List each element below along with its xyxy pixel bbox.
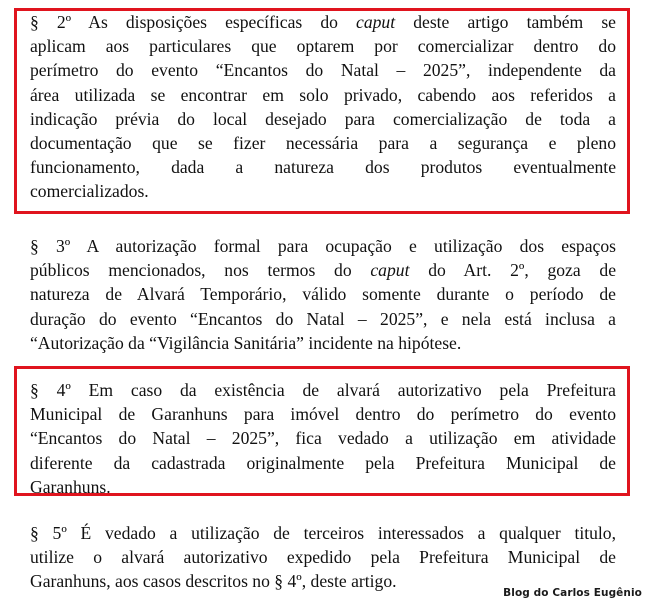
text-line: § 4º Em caso da existência de alvará autorizativo pela Prefeitura	[30, 380, 616, 400]
paragraph-3	[30, 234, 616, 355]
text-line: funcionamento, dada a natureza dos produtos eventualmente	[30, 157, 616, 178]
text-line: comercializados.	[30, 181, 149, 202]
text-line: públicos mencionados, nos termos do caput do Art. 2º, goza de	[30, 260, 617, 281]
text-line: natureza de Alvará Temporário, válido somente durante o período de	[30, 284, 616, 305]
blog-watermark: Blog do Carlos Eugênio	[503, 587, 642, 599]
text-line: perímetro do evento “Encantos do Natal – 2025”, independente da	[30, 60, 616, 81]
text-line: utilize o alvará autorizativo expedido pela Prefeitura Municipal de	[30, 547, 616, 568]
text-line: Municipal de Garanhuns para imóvel dentro do perímetro do evento	[30, 404, 616, 425]
text-line: Garanhuns.	[30, 476, 111, 497]
text-line: Garanhuns, aos casos descritos no § 4º, deste artigo.	[30, 571, 397, 592]
text-line: § 2º As disposições específicas do caput deste artigo também se	[30, 12, 616, 32]
text-line: § 5º É vedado a utilização de terceiros interessados a qualquer titulo,	[30, 523, 616, 543]
text-line: indicação prévia do local desejado para comercialização de toda a	[30, 108, 616, 129]
text-line: diferente da cadastrada originalmente pela Prefeitura Municipal de	[30, 452, 616, 473]
text-line: área utilizada se encontrar em solo privado, cabendo aos referidos a	[30, 84, 616, 105]
paragraph-2	[30, 10, 616, 204]
text-line: § 3º A autorização formal para ocupação e utilização dos espaços	[30, 236, 616, 256]
text-line: duração do evento “Encantos do Natal – 2025”, e nela está inclusa a	[30, 308, 616, 329]
paragraph-4	[30, 378, 616, 499]
text-line: documentação que se fizer necessária para a segurança e pleno	[30, 132, 616, 153]
text-line: “Autorização da “Vigilância Sanitária” incidente na hipótese.	[30, 332, 462, 353]
text-line: aplicam aos particulares que optarem por comercializar dentro do	[30, 36, 616, 57]
paragraph-5	[30, 521, 616, 594]
text-line: “Encantos do Natal – 2025”, fica vedado a utilização em atividade	[30, 428, 616, 449]
